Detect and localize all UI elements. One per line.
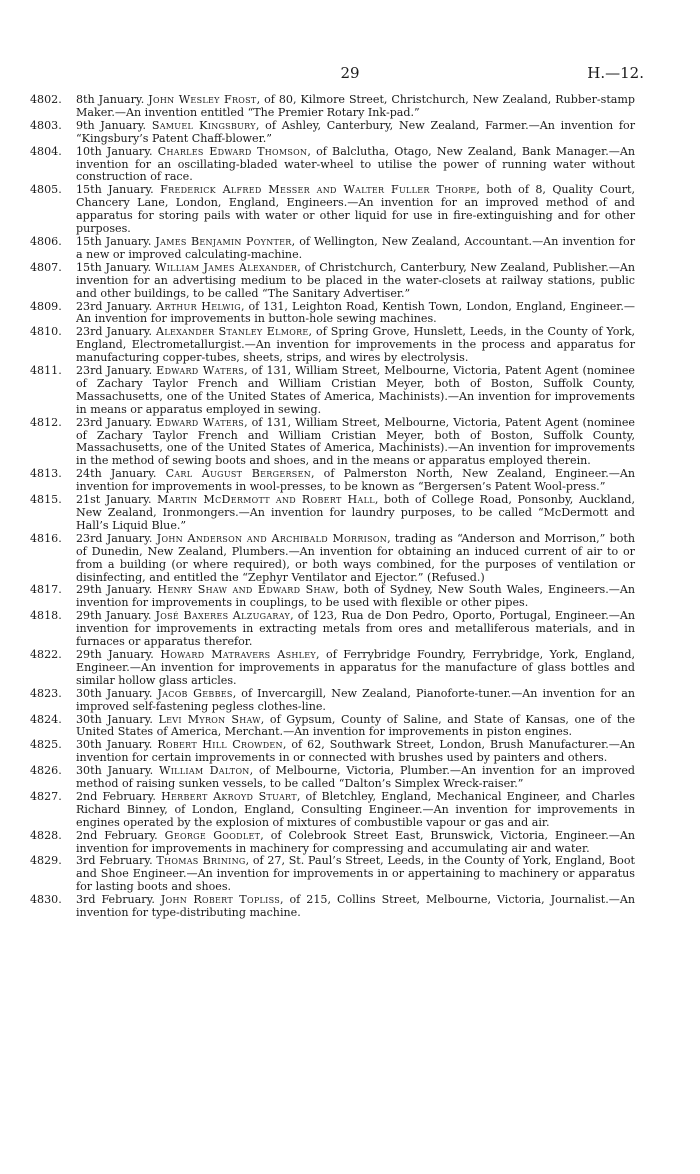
entry-number: 4802. (30, 93, 62, 106)
entry-text (76, 714, 635, 740)
applicant-name: John Robert Topliss (160, 893, 280, 907)
entry-text (76, 894, 635, 920)
applicant-name: Samuel Kingsbury (151, 118, 256, 132)
applicant-name: William Dalton (159, 764, 250, 778)
entry-description: , of Gypsum, County of Saline, and State of Kansas, one of the United States of America, Merchant.—An invention for improvements in piston engines. (76, 712, 636, 739)
entry-number: 4811. (30, 364, 62, 378)
entry-number: 4825. (30, 738, 62, 752)
entry-description: , of 131, Leighton Road, Kentish Town, London, England, Engineer.—An invention for improvements in button-hole sewing machines. (76, 299, 636, 326)
applicant-name: José Baxeres Alzugaray (155, 609, 291, 623)
entry-description: , of Colebrook Street East, Brunswick, Victoria, Engineer.—An invention for improvements in machinery for compressing and accumulating air and water. (76, 828, 636, 855)
entry-description: , of Christchurch, Canterbury, New Zealand, Publisher.—An invention for an advertising medium to be placed in the water-closets at railway stations, public and other buildings, to be called “The Sanitary Advertiser.” (76, 260, 635, 300)
patent-entry (30, 610, 635, 649)
patent-entry (30, 791, 635, 830)
entry-number: 4818. (30, 609, 62, 623)
entry-number: 4829. (30, 854, 62, 868)
entry-description: , of Melbourne, Victoria, Plumber.—An invention for an improved method of raising sunken vessels, to be called “Dalton’s Simplex Wreck-raiser.” (76, 764, 635, 791)
entry-number: 4806. (30, 234, 62, 248)
applicant-name: Henry Shaw and Edward Shaw (157, 583, 336, 597)
entry-text (76, 649, 635, 688)
applicant-name: Edward Waters (156, 364, 245, 378)
entry-number: 4813. (30, 467, 62, 481)
patent-entry (30, 688, 635, 714)
entry-description: , of Spring Grove, Hunslett, Leeds, in the County of York, England, Electrometallurgist.—An invention for improvements in the process and apparatus for manufacturing copper-tubes, sheets, strips, and wires by electrolysis. (76, 325, 635, 365)
entry-date: 15th January. (76, 260, 152, 274)
patent-entry (30, 184, 635, 236)
patent-entry (30, 739, 635, 765)
entry-text (76, 765, 635, 791)
entry-number: 4804. (30, 144, 62, 158)
applicant-name: Arthur Helwig (156, 299, 241, 313)
applicant-name: William James Alexander (155, 260, 298, 274)
applicant-name: Alexander Stanley Elmore (156, 325, 309, 339)
entry-date: 23rd January. (76, 364, 153, 378)
entry-text (76, 855, 635, 894)
applicant-name: George Goodlet (164, 828, 261, 842)
applicant-name: Jacob Gebbes (157, 686, 233, 700)
entry-number: 4824. (30, 712, 62, 726)
entry-description: , of 62, Southwark Street, London, Brush Manufacturer.—An invention for certain improvements in or connected with brushes used by painters and others. (76, 738, 636, 765)
entry-text (76, 184, 635, 236)
entry-text (76, 146, 635, 185)
entry-date: 15th January. (76, 183, 154, 197)
entry-description: , of 215, Collins Street, Melbourne, Victoria, Journalist.—An invention for type-distributing machine. (76, 893, 635, 920)
entry-description: , of 80, Kilmore Street, Christchurch, New Zealand, Rubber-stamp Maker.—An invention entitled “The Premier Rotary Ink-pad.” (76, 93, 636, 119)
patent-entry (30, 855, 635, 894)
entry-number: 4812. (30, 415, 62, 429)
entry-description: , of Palmerston North, New Zealand, Engineer.—An invention for improvements in wool-presses, to be known as “Bergersen’s Patent Wool-press.” (76, 467, 635, 494)
entry-number: 4803. (30, 118, 62, 132)
applicant-name: Edward Waters (156, 415, 245, 429)
entry-number: 4827. (30, 789, 62, 803)
page-number: 29 (340, 64, 360, 82)
applicant-name: Howard Matravers Ashley (160, 647, 316, 661)
entry-description: , of Wellington, New Zealand, Accountant.—An invention for a new or improved calculating-machine. (76, 234, 635, 261)
entry-text (76, 365, 635, 417)
entry-description: , of 131, William Street, Melbourne, Victoria, Patent Agent (nominee of Zachary Taylor French and William Cristian Meyer, both of Boston, Suffolk County, Massachusetts, one of the United States of America, Machinists).—An invention for improvements in the method of sewing boots and shoes, and in the means or apparatus employed therein. (76, 415, 635, 468)
applicant-name: Charles Edward Thomson (157, 144, 308, 158)
entry-date: 2nd February. (76, 828, 158, 842)
entry-description: , of Ashley, Canterbury, New Zealand, Farmer.—An invention for “Kingsbury’s Patent Chaff-blower.” (76, 118, 636, 145)
entry-date: 29th January. (76, 647, 154, 661)
entry-date: 29th January. (76, 609, 152, 623)
applicant-name: John Wesley Frost (148, 93, 257, 106)
entry-date: 3rd February. (76, 893, 155, 907)
patent-entry (30, 262, 635, 301)
entry-date: 2nd February. (76, 789, 156, 803)
entry-number: 4822. (30, 647, 62, 661)
entry-number: 4805. (30, 183, 62, 197)
entry-number: 4809. (30, 299, 62, 313)
entry-date: 3rd February. (76, 854, 153, 868)
entry-date: 15th January. (76, 234, 152, 248)
document-reference: H.—12. (587, 64, 644, 82)
entry-date: 30th January. (76, 738, 153, 752)
entry-text (76, 533, 635, 585)
applicant-name: Levi Myron Shaw (158, 712, 261, 726)
applicant-name: Frederick Alfred Messer and Walter Fuller Thorpe (160, 183, 477, 197)
entry-number: 4830. (30, 893, 62, 907)
entry-text (76, 94, 635, 120)
entry-number: 4826. (30, 764, 62, 778)
entry-description: , both of College Road, Ponsonby, Auckland, New Zealand, Ironmongers.—An invention for laundry purposes, to be called “McDermott and Hall’s Liquid Blue.” (76, 493, 635, 532)
entry-text (76, 468, 635, 494)
applicant-name: Herbert Akroyd Stuart (161, 789, 297, 803)
entry-description: , of Ferrybridge Foundry, Ferrybridge, York, England, Engineer.—An invention for improvements in apparatus for the manufacture of glass bottles and similar hollow glass articles. (76, 647, 636, 687)
patent-entry (30, 533, 635, 585)
entry-number: 4817. (30, 583, 62, 597)
entry-description: , of Invercargill, New Zealand, Pianoforte-tuner.—An invention for an improved self-fastening pegless clothes-line. (76, 686, 635, 713)
entry-date: 30th January. (76, 764, 154, 778)
entry-date: 30th January. (76, 712, 153, 726)
patent-entry (30, 584, 635, 610)
entry-number: 4810. (30, 325, 62, 339)
entry-text (76, 236, 635, 262)
applicant-name: Martin McDermott and Robert Hall (157, 493, 375, 507)
entry-date: 21st January. (76, 493, 152, 507)
patent-entry (30, 365, 635, 417)
entry-description: , of 27, St. Paul’s Street, Leeds, in the County of York, England, Boot and Shoe Engineer.—An invention for improvements in or appertaining to machinery or apparatus for lasting boots and shoes. (76, 854, 636, 894)
applicant-name: Robert Hill Crowden (157, 738, 283, 752)
entry-number: 4823. (30, 686, 62, 700)
entry-text (76, 791, 635, 830)
applicant-name: Carl August Bergersen (165, 467, 312, 481)
entry-text (76, 301, 635, 327)
applicant-name: James Benjamin Poynter (155, 234, 292, 248)
patent-entry (30, 301, 635, 327)
entry-date: 23rd January. (76, 325, 153, 339)
entry-date: 24th January. (76, 467, 157, 481)
entry-description: , of Balclutha, Otago, New Zealand, Bank Manager.—An invention for an oscillating-bladed water-wheel to utilise the power of running water without construction of race. (76, 144, 635, 184)
entry-description: , of 123, Rua de Don Pedro, Oporto, Portugal, Engineer.—An invention for improvements in extracting metals from ores and metalliferous materials, and in furnaces or apparatus therefor. (76, 609, 635, 649)
entry-description: , both of 8, Quality Court, Chancery Lane, London, England, Engineers.—An invention for an improved method of and apparatus for storing pails with water or other liquid for use in fire-extinguishing and for other purposes. (76, 183, 635, 236)
patent-entry (30, 765, 635, 791)
entry-number: 4815. (30, 493, 62, 507)
patent-entry (30, 494, 635, 533)
entry-date: 23rd January. (76, 531, 153, 545)
patent-entry (30, 714, 635, 740)
entry-date: 9th January. (76, 118, 147, 132)
patent-entry (30, 94, 635, 120)
entry-description: , of Bletchley, England, Mechanical Engineer, and Charles Richard Binney, of London, England, Consulting Engineer.—An invention for improvements in engines operated by the explosion of mixtures of combustible vapour or gas and air. (76, 789, 635, 829)
entry-date: 10th January. (76, 144, 153, 158)
entry-text (76, 326, 635, 365)
patent-entry (30, 236, 635, 262)
entry-date: 23rd January. (76, 415, 153, 429)
entry-description: , trading as “Anderson and Morrison,” both of Dunedin, New Zealand, Plumbers.—An invention for obtaining an induced current of air to or from a building (or where required), or both ways combined, for the purposes of ventilation or disinfecting, and entitled the “Zephyr Ventilator and Ejector.” (Refused.) (76, 531, 636, 584)
entry-text (76, 262, 635, 301)
entry-text (76, 610, 635, 649)
entry-number: 4828. (30, 828, 62, 842)
patent-entry (30, 146, 635, 185)
entry-text (76, 830, 635, 856)
patent-entry (30, 417, 635, 469)
entry-number: 4807. (30, 260, 62, 274)
entry-text (76, 120, 635, 146)
patent-entry (30, 830, 635, 856)
patent-entry (30, 894, 635, 920)
entry-text (76, 584, 635, 610)
entry-description: , both of Sydney, New South Wales, Engineers.—An invention for improvements in couplings, to be used with flexible or other pipes. (76, 583, 636, 610)
entry-date: 29th January. (76, 583, 153, 597)
entry-description: , of 131, William Street, Melbourne, Victoria, Patent Agent (nominee of Zachary Taylor French and William Cristian Meyer, both of Boston, Suffolk County, Massachusetts, one of the United States of America, Machinists).—An invention for improvements in means or apparatus employed in sewing. (76, 364, 635, 416)
patent-entries-list (30, 94, 635, 920)
applicant-name: John Anderson and Archibald Morrison (156, 531, 388, 545)
entry-text (76, 688, 635, 714)
entry-text (76, 494, 635, 533)
entry-date: 30th January. (76, 686, 153, 700)
patent-entry (30, 649, 635, 688)
entry-date: 8th January. (76, 93, 145, 106)
entry-text (76, 739, 635, 765)
applicant-name: Thomas Brining (156, 854, 246, 868)
patent-entry (30, 120, 635, 146)
entry-date: 23rd January. (76, 299, 153, 313)
entry-number: 4816. (30, 531, 62, 545)
patent-entry (30, 326, 635, 365)
patent-entry (30, 468, 635, 494)
entry-text (76, 417, 635, 469)
